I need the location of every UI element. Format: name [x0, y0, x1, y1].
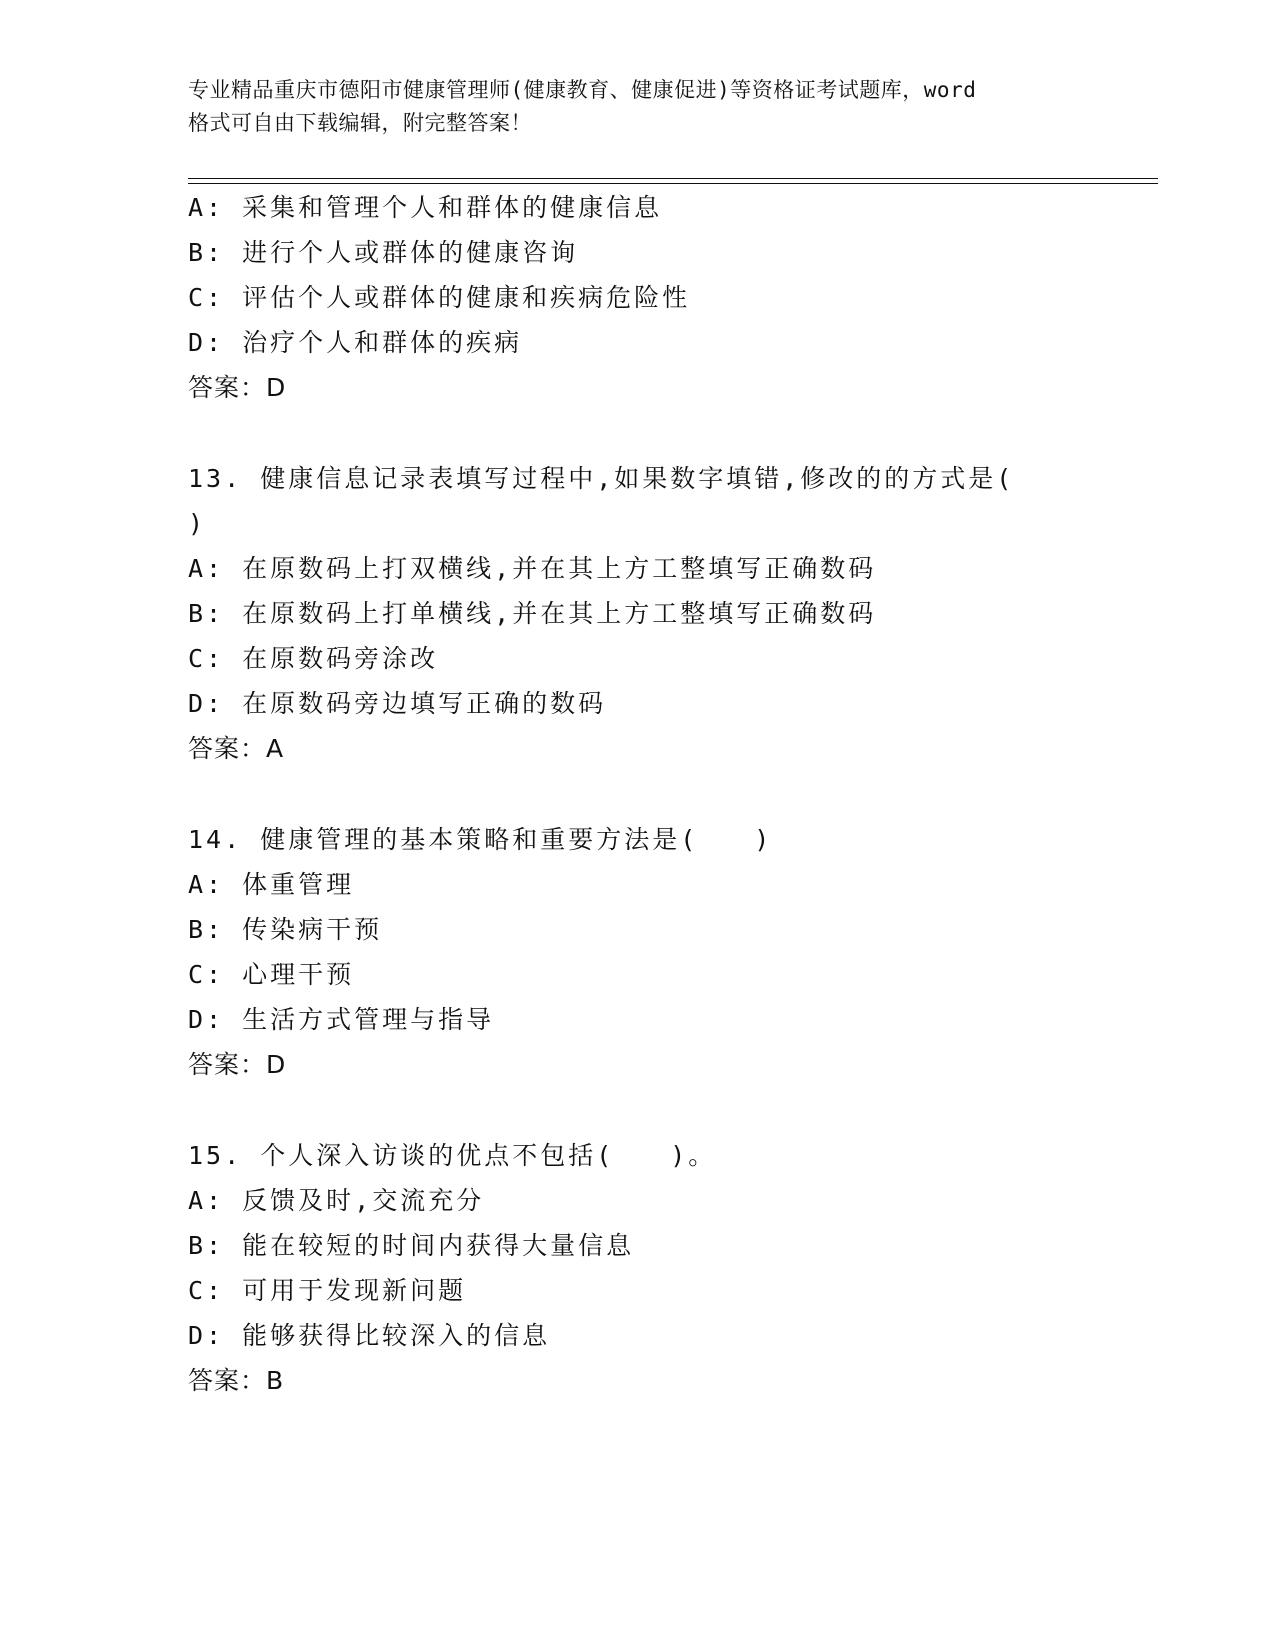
q12-option-c: C: 评估个人或群体的健康和疾病危险性	[188, 283, 691, 312]
q15-option-d: D: 能够获得比较深入的信息	[188, 1321, 551, 1350]
q13-option-a: A: 在原数码上打双横线,并在其上方工整填写正确数码	[188, 554, 877, 583]
q14-answer: 答案：D	[188, 1050, 287, 1079]
header-divider-bottom	[188, 183, 1158, 184]
q14-option-c: C: 心理干预	[188, 960, 355, 989]
q13-option-d: D: 在原数码旁边填写正确的数码	[188, 689, 607, 718]
q13-option-b: B: 在原数码上打单横线,并在其上方工整填写正确数码	[188, 599, 877, 628]
q15-option-a: A: 反馈及时,交流充分	[188, 1186, 485, 1215]
q13-answer: 答案：A	[188, 734, 285, 763]
q12-answer: 答案：D	[188, 373, 287, 402]
q14-stem: 14. 健康管理的基本策略和重要方法是( )	[188, 825, 773, 854]
q14-option-a: A: 体重管理	[188, 870, 355, 899]
header-line-1: 专业精品重庆市德阳市健康管理师(健康教育、健康促进)等资格证考试题库，word	[188, 78, 977, 102]
q12-option-a: A: 采集和管理个人和群体的健康信息	[188, 193, 663, 222]
header-line-2: 格式可自由下载编辑，附完整答案！	[188, 111, 532, 135]
q15-stem: 15. 个人深入访谈的优点不包括( )。	[188, 1141, 717, 1170]
q14-option-d: D: 生活方式管理与指导	[188, 1005, 495, 1034]
q13-stem-line-2: )	[188, 509, 207, 538]
q14-option-b: B: 传染病干预	[188, 915, 383, 944]
q15-option-b: B: 能在较短的时间内获得大量信息	[188, 1231, 635, 1260]
header-divider-top	[188, 178, 1158, 179]
document-header	[188, 74, 1108, 140]
q13-option-c: C: 在原数码旁涂改	[188, 644, 439, 673]
q12-option-b: B: 进行个人或群体的健康咨询	[188, 238, 579, 267]
q15-option-c: C: 可用于发现新问题	[188, 1276, 467, 1305]
q13-stem-line-1: 13. 健康信息记录表填写过程中,如果数字填错,修改的的方式是(	[188, 464, 1015, 493]
q15-answer: 答案：B	[188, 1366, 285, 1395]
q12-option-d: D: 治疗个人和群体的疾病	[188, 328, 523, 357]
